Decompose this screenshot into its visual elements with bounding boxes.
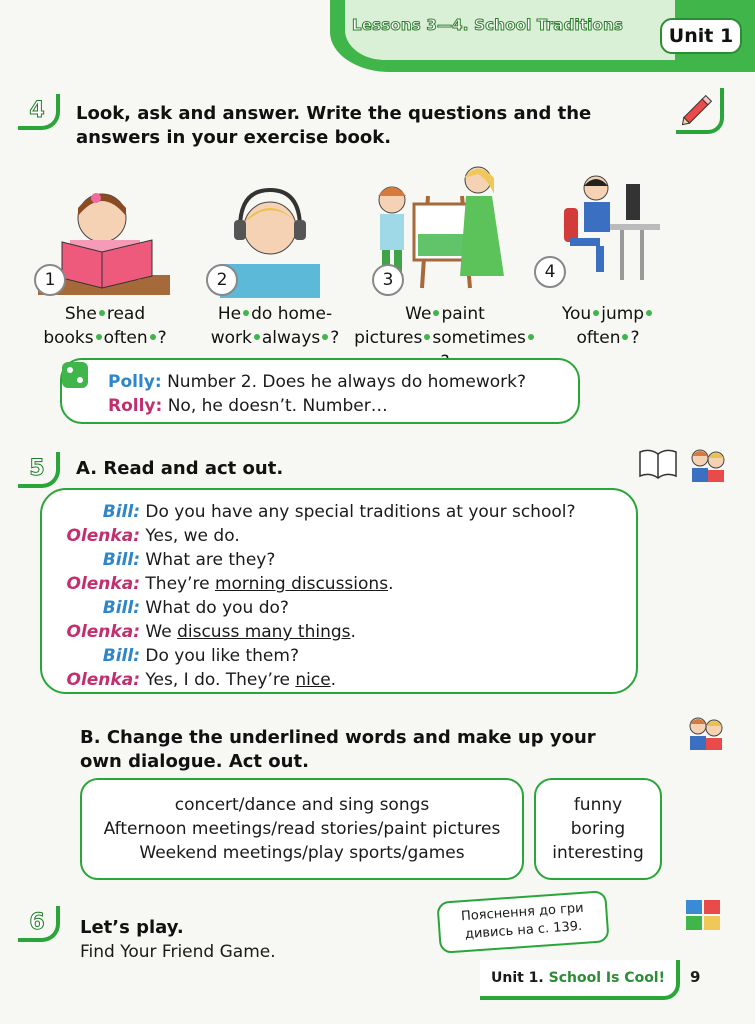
exercise-6-subtitle: Find Your Friend Game. bbox=[80, 942, 276, 962]
caption-2: He do home- work always ? bbox=[210, 304, 340, 348]
adjective-options-box bbox=[534, 778, 662, 880]
dialogue-line-3: Bill: What are they? bbox=[102, 550, 276, 570]
picture-number-2: 2 bbox=[206, 264, 238, 296]
pair-icon bbox=[686, 444, 730, 484]
activity-options-box bbox=[80, 778, 524, 880]
book-icon bbox=[636, 444, 680, 484]
exercise-5b-title-line2: own dialogue. Act out. bbox=[80, 751, 309, 772]
unit-label: Unit 1 bbox=[660, 18, 742, 54]
pair-icon bbox=[684, 712, 728, 752]
exercise-5b-title-line1: B. Change the underlined words and make up your bbox=[80, 727, 596, 748]
rolly-line: Rolly: No, he doesn’t. Number… bbox=[108, 396, 388, 416]
lesson-title: Lessons 3—4. School Traditions bbox=[352, 16, 624, 34]
pencil-icon bbox=[676, 88, 720, 130]
polly-line: Polly: Number 2. Does he always do homework? bbox=[108, 372, 526, 392]
adjective-option: funny bbox=[573, 795, 623, 815]
underlined-phrase: morning discussions bbox=[214, 574, 389, 594]
activity-option: concert/dance and sing songs bbox=[174, 795, 430, 815]
exercise-6-number: 6 bbox=[18, 906, 60, 942]
game-note: Пояснення до гри дивись на с. 139. bbox=[436, 890, 609, 954]
caption-4: You jump often ? bbox=[548, 302, 668, 350]
dialogue-line-8: Olenka: Yes, I do. They’re nice. bbox=[66, 670, 337, 690]
number-cards-icon bbox=[684, 898, 724, 932]
underlined-phrase: discuss many things bbox=[177, 622, 351, 642]
dialogue-line-1: Bill: Do you have any special traditions at your school? bbox=[102, 502, 576, 522]
caption-1: She read books often ? bbox=[43, 304, 167, 348]
page-number: 9 bbox=[690, 968, 701, 986]
picture-number-3: 3 bbox=[372, 264, 404, 296]
exercise-4-instruction-line1: Look, ask and answer. Write the questions and the bbox=[76, 103, 592, 124]
picture-number-4: 4 bbox=[534, 256, 566, 288]
exercise-5-number: 5 bbox=[18, 452, 60, 488]
dialogue-line-7: Bill: Do you like them? bbox=[102, 646, 299, 666]
dialogue-line-4: Olenka: They’re morning discussions. bbox=[66, 574, 394, 594]
dialogue-line-5: Bill: What do you do? bbox=[102, 598, 289, 618]
exercise-6-title: Let’s play. bbox=[80, 917, 184, 938]
exercise-5a-title: A. Read and act out. bbox=[76, 458, 284, 479]
caption-3: We paint pictures sometimes bbox=[350, 302, 540, 374]
dialogue-line-6: Olenka: We discuss many things. bbox=[66, 622, 356, 642]
dice-icon bbox=[62, 362, 88, 388]
adjective-option: interesting bbox=[552, 843, 644, 863]
adjective-option: boring bbox=[570, 819, 626, 839]
picture-number-1: 1 bbox=[34, 264, 66, 296]
footer-unit-tab: Unit 1. School Is Cool! bbox=[480, 960, 680, 1000]
underlined-phrase: nice bbox=[295, 670, 331, 690]
exercise-4-number: 4 bbox=[18, 94, 60, 130]
exercise-4-instruction-line2: answers in your exercise book. bbox=[76, 127, 392, 148]
pencil-icon-box bbox=[676, 88, 724, 134]
activity-option: Weekend meetings/play sports/games bbox=[139, 843, 465, 863]
dialogue-line-2: Olenka: Yes, we do. bbox=[66, 526, 240, 546]
activity-option: Afternoon meetings/read stories/paint pictures bbox=[103, 819, 501, 839]
